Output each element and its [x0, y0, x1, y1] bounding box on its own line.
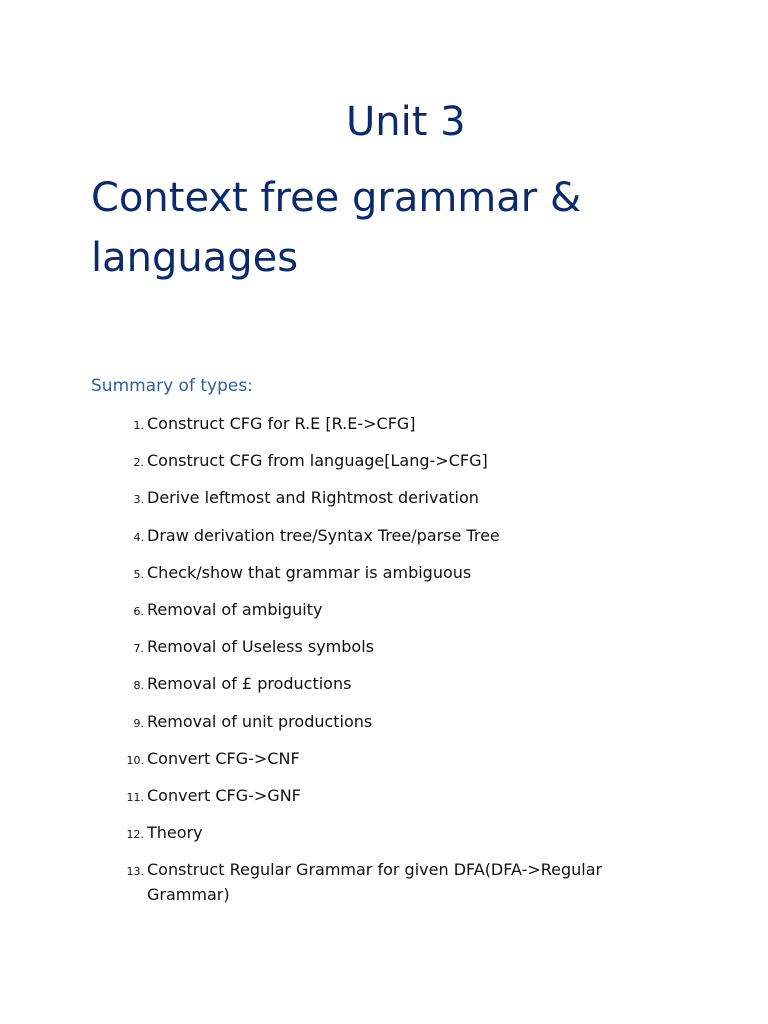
list-item — [0, 746, 607, 771]
list-item-number: 5. — [133, 567, 144, 581]
unit-heading: Unit 3 — [346, 99, 466, 145]
list-item-number: 7. — [133, 642, 144, 656]
list-item-text: Removal of unit productions — [147, 711, 373, 731]
list-item — [0, 857, 607, 907]
types-list — [0, 411, 607, 919]
list-item-text: Theory — [147, 823, 203, 843]
list-item — [0, 597, 607, 622]
list-item-number: 2. — [133, 456, 144, 470]
list-item-text: Construct CFG from language[Lang->CFG] — [147, 451, 488, 471]
list-item — [0, 560, 607, 585]
list-item-number: 11. — [126, 790, 144, 804]
list-item — [0, 820, 607, 845]
list-item — [0, 411, 607, 436]
list-item — [0, 709, 607, 734]
list-item-text: Removal of £ productions — [147, 674, 352, 694]
list-item-number: 4. — [133, 530, 144, 544]
page-title: Context free grammar & languages — [91, 175, 582, 281]
list-item-number: 12. — [126, 828, 144, 842]
list-item-text: Convert CFG->GNF — [147, 785, 301, 805]
list-item-text: Construct CFG for R.E [R.E->CFG] — [147, 414, 416, 433]
list-item-text: Derive leftmost and Rightmost derivation — [147, 488, 479, 508]
list-item-number: 8. — [133, 679, 144, 693]
list-item-number: 1. — [133, 419, 144, 432]
list-item-number: 10. — [126, 753, 144, 767]
summary-label: Summary of types: — [91, 376, 253, 396]
list-item — [0, 634, 607, 659]
list-item-text: Convert CFG->CNF — [147, 748, 300, 768]
list-item — [0, 485, 607, 510]
list-item-text: Draw derivation tree/Syntax Tree/parse Tree — [147, 525, 500, 545]
list-item-number: 9. — [133, 716, 144, 730]
list-item-text: Removal of ambiguity — [147, 599, 323, 619]
list-item — [0, 448, 607, 473]
list-item — [0, 523, 607, 548]
list-item-text: Check/show that grammar is ambiguous — [147, 562, 472, 582]
list-item — [0, 783, 607, 808]
list-item-number: 3. — [133, 493, 144, 507]
list-item-text: Removal of Useless symbols — [147, 637, 374, 657]
list-item-number: 13. — [126, 865, 144, 879]
list-item-number: 6. — [133, 604, 144, 618]
list-item-text: Construct Regular Grammar for given DFA(DFA->Regular Grammar) — [147, 860, 603, 905]
list-item — [0, 671, 607, 696]
